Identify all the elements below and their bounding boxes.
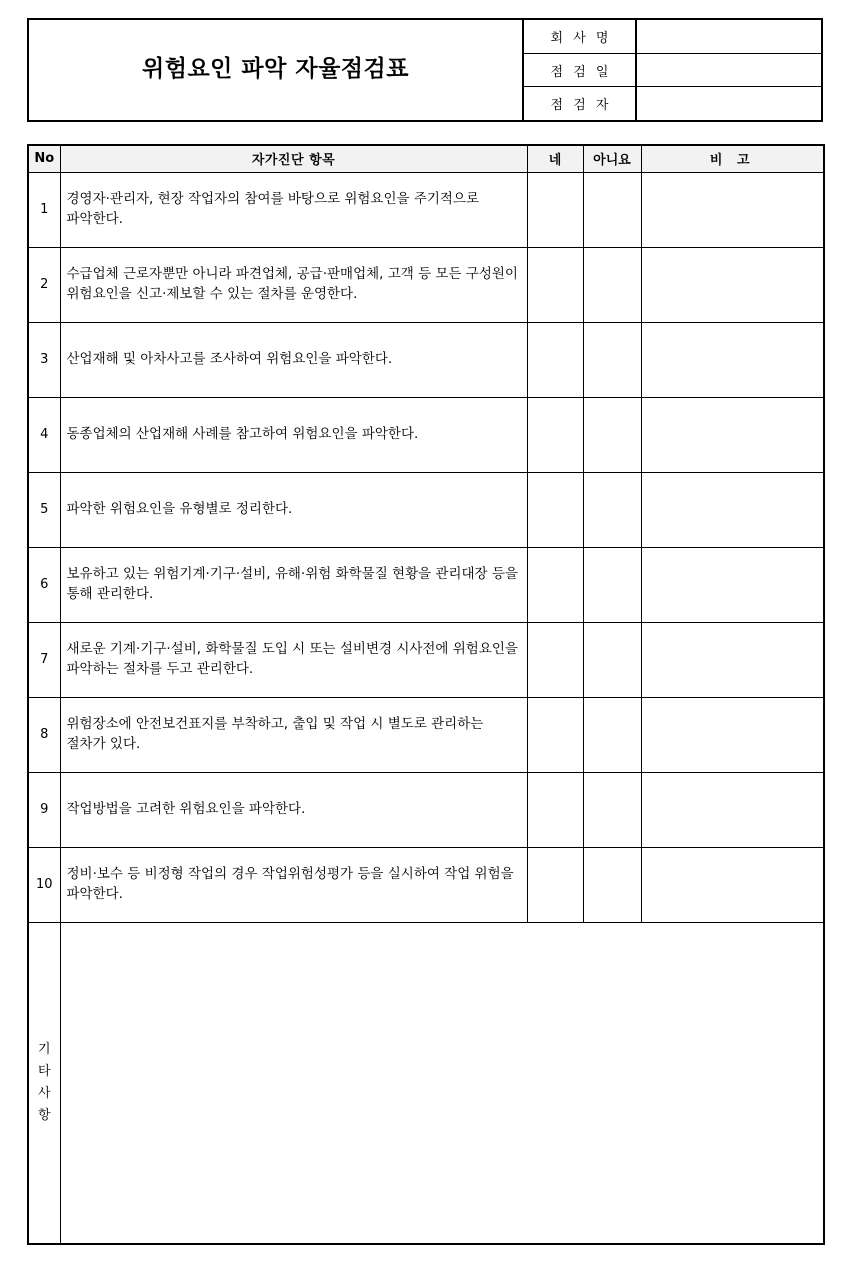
notes-label-char: 타	[37, 1063, 51, 1079]
table-row	[28, 772, 824, 847]
column-header-remark	[641, 145, 824, 172]
table-row	[28, 847, 824, 922]
row-remark[interactable]	[641, 322, 824, 397]
row-number: 3	[28, 322, 60, 397]
column-header-no	[28, 145, 60, 172]
row-answer-yes[interactable]	[527, 622, 583, 697]
table-row	[28, 397, 824, 472]
row-answer-no[interactable]	[583, 247, 641, 322]
column-header-yes-label: 네	[548, 153, 562, 169]
row-answer-yes[interactable]	[527, 472, 583, 547]
document-header	[27, 18, 823, 122]
column-header-remark-label: 비 고	[709, 153, 755, 169]
row-number: 9	[28, 772, 60, 847]
row-item-text: 작업방법을 고려한 위험요인을 파악한다.	[60, 772, 527, 847]
row-item-text: 산업재해 및 아차사고를 조사하여 위험요인을 파악한다.	[60, 322, 527, 397]
title-cell	[29, 20, 524, 120]
page-title: 위험요인 파악 자율점검표	[142, 56, 409, 83]
checklist-body	[28, 172, 824, 1244]
column-header-no-answer-label: 아니요	[593, 153, 631, 169]
header-field-company	[524, 20, 821, 54]
row-answer-no[interactable]	[583, 547, 641, 622]
row-answer-no[interactable]	[583, 622, 641, 697]
table-row	[28, 322, 824, 397]
row-answer-no[interactable]	[583, 472, 641, 547]
row-answer-no[interactable]	[583, 697, 641, 772]
row-number: 4	[28, 397, 60, 472]
row-remark[interactable]	[641, 397, 824, 472]
table-row	[28, 472, 824, 547]
inspector-value[interactable]	[637, 87, 821, 120]
notes-vertical-label	[38, 1039, 51, 1127]
row-remark[interactable]	[641, 247, 824, 322]
row-number: 5	[28, 472, 60, 547]
row-remark[interactable]	[641, 622, 824, 697]
row-answer-no[interactable]	[583, 172, 641, 247]
inspector-label: 점 검 자	[524, 87, 637, 120]
row-answer-yes[interactable]	[527, 397, 583, 472]
row-number: 8	[28, 697, 60, 772]
row-item-text: 파악한 위험요인을 유형별로 정리한다.	[60, 472, 527, 547]
row-item-text: 경영자·관리자, 현장 작업자의 참여를 바탕으로 위험요인을 주기적으로 파악한다.	[60, 172, 527, 247]
row-number: 6	[28, 547, 60, 622]
inspection-date-label: 점 검 일	[524, 54, 637, 87]
company-name-label: 회 사 명	[524, 20, 637, 53]
table-row	[28, 172, 824, 247]
header-field-inspection-date	[524, 54, 821, 88]
column-header-item-label: 자가진단 항목	[251, 153, 336, 169]
company-name-value[interactable]	[637, 20, 821, 53]
notes-label-char: 항	[37, 1107, 51, 1123]
row-item-text: 보유하고 있는 위험기계·기구·설비, 유해·위험 화학물질 현황을 관리대장 등을 통해 관리한다.	[60, 547, 527, 622]
row-answer-no[interactable]	[583, 397, 641, 472]
notes-row	[28, 922, 824, 1244]
row-answer-no[interactable]	[583, 322, 641, 397]
row-answer-yes[interactable]	[527, 547, 583, 622]
notes-label-char: 기	[37, 1041, 51, 1057]
row-remark[interactable]	[641, 547, 824, 622]
checklist-header-row	[28, 145, 824, 172]
column-header-item	[60, 145, 527, 172]
table-row	[28, 247, 824, 322]
row-number: 2	[28, 247, 60, 322]
row-answer-yes[interactable]	[527, 847, 583, 922]
checklist-header	[28, 145, 824, 172]
row-answer-yes[interactable]	[527, 247, 583, 322]
row-answer-no[interactable]	[583, 847, 641, 922]
row-answer-yes[interactable]	[527, 172, 583, 247]
column-header-no-label: No	[34, 151, 55, 167]
row-remark[interactable]	[641, 172, 824, 247]
row-item-text: 동종업체의 산업재해 사례를 참고하여 위험요인을 파악한다.	[60, 397, 527, 472]
row-remark[interactable]	[641, 472, 824, 547]
row-number: 1	[28, 172, 60, 247]
row-remark[interactable]	[641, 697, 824, 772]
row-item-text: 정비·보수 등 비정형 작업의 경우 작업위험성평가 등을 실시하여 작업 위험을 파악한다.	[60, 847, 527, 922]
row-number: 10	[28, 847, 60, 922]
column-header-yes	[527, 145, 583, 172]
notes-label-cell	[28, 922, 60, 1244]
header-field-inspector	[524, 87, 821, 120]
notes-label-char: 사	[37, 1085, 51, 1101]
row-answer-no[interactable]	[583, 772, 641, 847]
table-row	[28, 547, 824, 622]
table-row	[28, 622, 824, 697]
checklist-table	[27, 144, 825, 1245]
row-item-text: 위험장소에 안전보건표지를 부착하고, 출입 및 작업 시 별도로 관리하는 절차가 있다.	[60, 697, 527, 772]
row-answer-yes[interactable]	[527, 322, 583, 397]
row-item-text: 수급업체 근로자뿐만 아니라 파견업체, 공급·판매업체, 고객 등 모든 구성원이 위험요인을 신고·제보할 수 있는 절차를 운영한다.	[60, 247, 527, 322]
row-item-text: 새로운 기계·기구·설비, 화학물질 도입 시 또는 설비변경 시사전에 위험요인을 파악하는 절차를 두고 관리한다.	[60, 622, 527, 697]
row-remark[interactable]	[641, 847, 824, 922]
row-number: 7	[28, 622, 60, 697]
notes-input-area[interactable]	[60, 922, 824, 1244]
row-answer-yes[interactable]	[527, 697, 583, 772]
row-answer-yes[interactable]	[527, 772, 583, 847]
column-header-no-answer	[583, 145, 641, 172]
row-remark[interactable]	[641, 772, 824, 847]
inspection-date-value[interactable]	[637, 54, 821, 87]
table-row	[28, 697, 824, 772]
header-field-group	[524, 20, 821, 120]
